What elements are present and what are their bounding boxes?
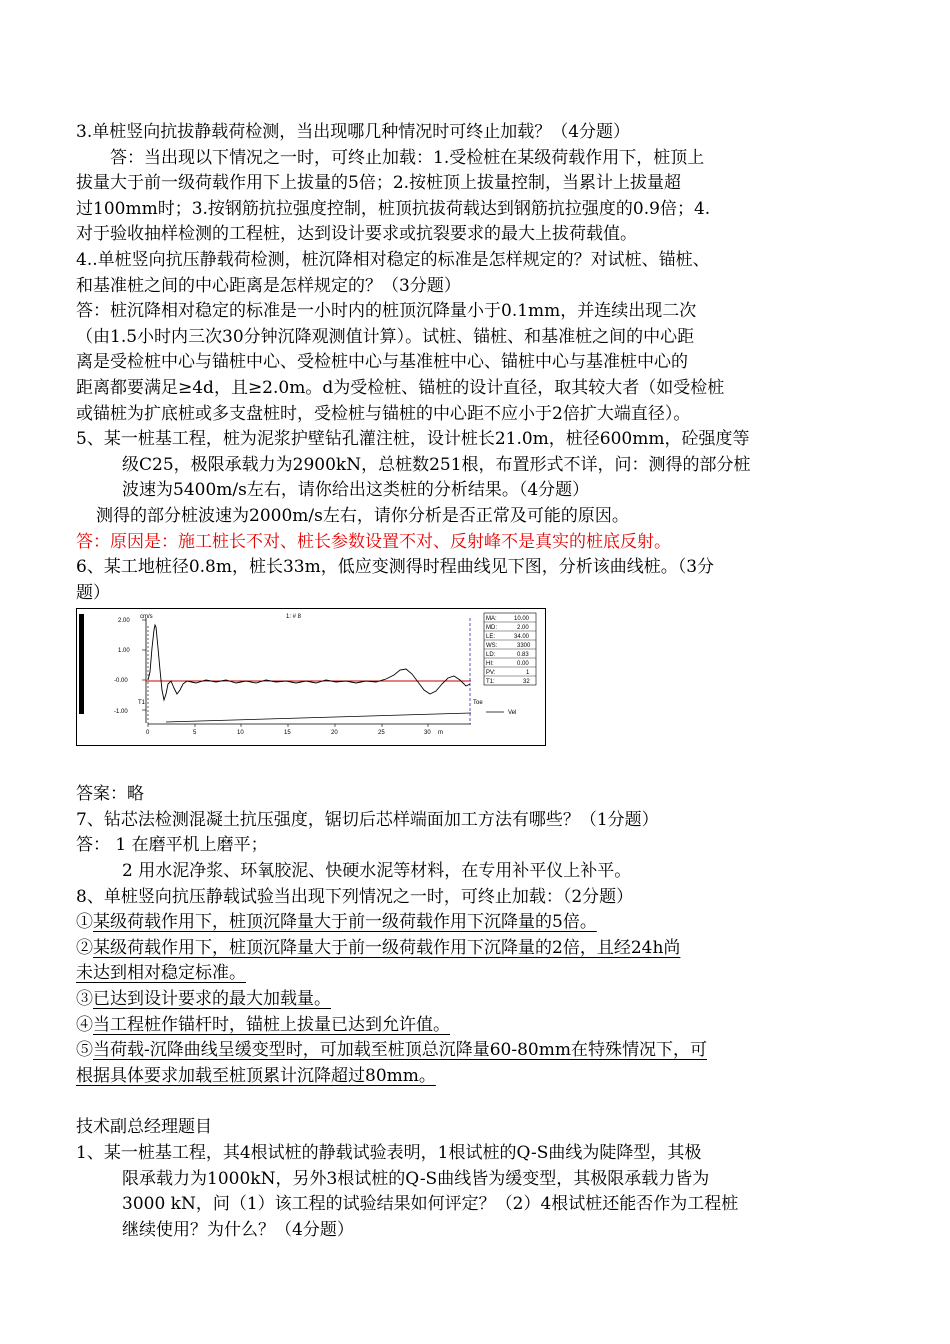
q8-item-text: 当工程桩作锚杆时，锚桩上拔量已达到允许值。: [93, 1014, 450, 1035]
param-key: PV:: [486, 670, 496, 677]
param-value: 0.00: [517, 661, 529, 668]
q6-answer: 答案：略: [76, 784, 144, 805]
t1-label: T1: [138, 700, 146, 707]
y-tick-label: -0.00: [114, 678, 128, 685]
q7-answer-line: 答： 1 在磨平机上磨平；: [76, 835, 268, 856]
q6-title: 6、某工地桩径0.8m，桩长33m，低应变测得时程曲线见下图，分析该曲线桩。（3分: [76, 557, 715, 578]
q8-item-mark: ③: [76, 989, 93, 1010]
x-tick-label: 10: [237, 730, 244, 737]
q8-item-text: 根据具体要求加载至桩顶累计沉降超过80mm。: [76, 1065, 436, 1086]
param-key: T1:: [486, 679, 495, 686]
section-q1-line: 限承载力为1000kN，另外3根试桩的Q-S曲线皆为缓变型，其极限承载力皆为: [122, 1168, 710, 1189]
param-value: 1: [526, 670, 530, 677]
section-q1-line: 1、某一桩基工程，其4根试桩的静载试验表明，1根试桩的Q-S曲线为陡降型，其极: [76, 1143, 702, 1163]
q5-title: 5、某一桩基工程，桩为泥浆护壁钻孔灌注桩，设计桩长21.0m，桩径600mm，砼强度等: [76, 429, 750, 450]
param-key: MA:: [486, 616, 497, 623]
param-key: LD:: [486, 652, 496, 659]
param-value: 10.00: [514, 616, 530, 623]
unit-label: cm/s: [140, 614, 153, 621]
q8-item-mark: ②: [76, 937, 93, 958]
q3-answer-line: 对于验收抽样检测的工程桩，达到设计要求或抗裂要求的最大上拔荷载值。: [76, 224, 637, 245]
q5-title: 波速为5400m/s左右，请你给出这类桩的分析结果。（4分题）: [122, 480, 590, 501]
q7-title: 7、钻芯法检测混凝土抗压强度，锯切后芯样端面加工方法有哪些？（1分题）: [76, 809, 659, 830]
param-key: LE:: [486, 634, 496, 641]
x-tick-label: 5: [193, 730, 197, 737]
q4-title: 和基准桩之间的中心距离是怎样规定的？（3分题）: [76, 275, 461, 296]
section-title: 技术副总经理题目: [76, 1117, 212, 1138]
q8-item-text: 当荷载-沉降曲线呈缓变型时，可加载至桩顶总沉降量60-80mm在特殊情况下，可: [93, 1040, 707, 1061]
q4-title: 4..单桩竖向抗压静载荷检测，桩沉降相对稳定的标准是怎样规定的？对试桩、锚桩、: [76, 249, 710, 270]
q3-answer-line: 过100mm时；3.按钢筋抗拉强度控制，桩顶抗拔荷载达到钢筋抗拉强度的0.9倍；4.: [76, 198, 711, 219]
q8-item-text: 已达到设计要求的最大加载量。: [93, 989, 331, 1010]
q8-item: [76, 987, 884, 1013]
q8-title: 8、单桩竖向抗压静载试验当出现下列情况之一时，可终止加载：（2分题）: [76, 886, 634, 907]
param-table: [484, 613, 536, 685]
x-tick-label: 30: [424, 730, 431, 737]
q5-title: 级C25，极限承载力为2900kN，总桩数251根，布置形式不详，问：测得的部分桩: [122, 454, 751, 475]
q5-title: 测得的部分桩波速为2000m/s左右，请你分析是否正常及可能的原因。: [96, 505, 629, 526]
toe-label: Toe: [473, 700, 483, 707]
q4-answer-line: 答：桩沉降相对稳定的标准是一小时内的桩顶沉降量小于0.1mm，并连续出现二次: [76, 301, 697, 322]
y-tick-label: 1.00: [118, 648, 130, 655]
wave-figure: [76, 608, 546, 746]
x-unit-label: m: [438, 730, 443, 737]
q3-answer-line: 拔量大于前一级荷载作用下上拔量的5倍；2.按桩顶上拔量控制，当累计上拔量超: [76, 173, 682, 194]
section-q1-line: 3000 kN，问（1）该工程的试验结果如何评定？（2）4根试桩还能否作为工程桩: [122, 1194, 739, 1215]
param-value: 32: [523, 679, 530, 686]
q8-item-cont: [76, 961, 884, 987]
y-tick-label: -1.00: [114, 709, 128, 716]
param-value: 2.00: [517, 625, 529, 632]
pile-label: 1: # 8: [286, 614, 302, 621]
q4-answer-line: （由1.5小时内三次30分钟沉降观测值计算）。试桩、锚桩、和基准桩之间的中心距: [76, 326, 695, 347]
q4-answer-line: 距离都要满足≥4d，且≥2.0m。d为受检桩、锚桩的设计直径，取其较大者（如受检桩: [76, 377, 725, 398]
figure-border: [77, 609, 546, 746]
q8-item-text: 未达到相对稳定标准。: [76, 963, 246, 984]
param-value: 0.83: [517, 652, 529, 659]
param-key: MD:: [486, 625, 497, 632]
q7-answer-line: 2 用水泥净浆、环氧胶泥、快硬水泥等材料，在专用补平仪上补平。: [122, 861, 632, 882]
y-tick-label: 2.00: [118, 618, 130, 625]
q8-item: [76, 936, 884, 962]
q8-item: [76, 1013, 884, 1039]
x-tick-label: 15: [284, 730, 291, 737]
q8-item-cont: [76, 1064, 884, 1090]
q8-item-mark: ⑤: [76, 1040, 93, 1061]
q8-item: [76, 910, 884, 936]
param-key: HI:: [486, 661, 494, 668]
param-value: 3300: [517, 643, 531, 650]
x-tick-label: 0: [146, 730, 150, 737]
wave-figure-svg: [76, 608, 546, 746]
x-tick-label: 20: [331, 730, 338, 737]
q8-item-mark: ①: [76, 912, 93, 933]
q5-answer: 答：原因是：施工桩长不对、桩长参数设置不对、反射峰不是真实的桩底反射。: [76, 531, 671, 552]
legend-label: Vel: [508, 710, 517, 717]
figure-left-bar: [79, 614, 84, 714]
q3-title: 3.单桩竖向抗拔静载荷检测，当出现哪几种情况时可终止加载？（4分题）: [76, 122, 631, 142]
q8-item: [76, 1038, 884, 1064]
q8-item-text: 某级荷载作用下，桩顶沉降量大于前一级荷载作用下沉降量的2倍，且经24h尚: [93, 937, 681, 958]
q8-item-text: 某级荷载作用下，桩顶沉降量大于前一级荷载作用下沉降量的5倍。: [93, 912, 597, 933]
x-tick-label: 25: [378, 730, 385, 737]
param-key: WS:: [486, 643, 498, 650]
q8-item-mark: ④: [76, 1014, 93, 1035]
q4-answer-line: 或锚桩为扩底桩或多支盘桩时，受检桩与锚桩的中心距不应小于2倍扩大端直径）。: [76, 403, 691, 424]
param-value: 34.00: [514, 634, 530, 641]
q4-answer-line: 离是受检桩中心与锚桩中心、受检桩中心与基准桩中心、锚桩中心与基准桩中心的: [76, 352, 688, 373]
section-q1-line: 继续使用？为什么？（4分题）: [122, 1219, 354, 1240]
q6-title: 题）: [76, 582, 110, 603]
document-page: [76, 120, 884, 1243]
q3-answer-line: 答：当出现以下情况之一时，可终止加载：1.受检桩在某级荷载作用下，桩顶上: [110, 147, 705, 168]
